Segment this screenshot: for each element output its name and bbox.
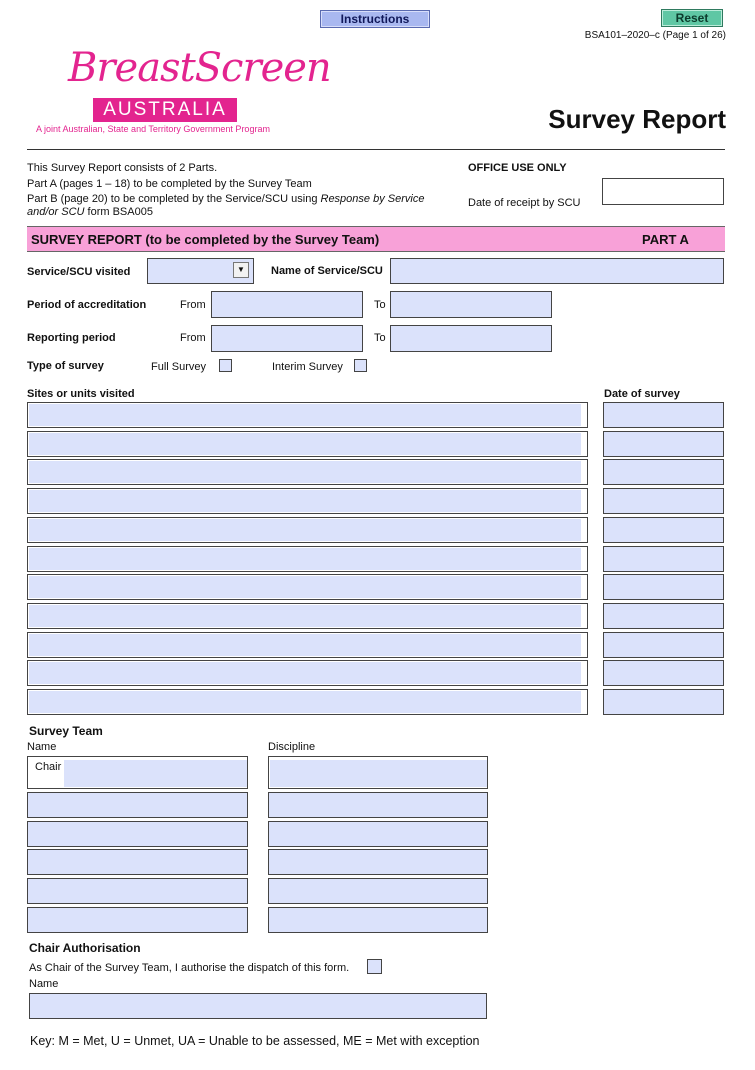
site-field[interactable]: [27, 459, 588, 485]
interim-survey-checkbox[interactable]: [354, 359, 367, 372]
part-a-section-bar: [27, 226, 725, 252]
chevron-down-icon[interactable]: ▼: [233, 262, 249, 278]
team-member-discipline-field[interactable]: [268, 907, 488, 933]
survey-date-field[interactable]: [603, 459, 724, 485]
site-input-area[interactable]: [29, 548, 581, 570]
site-input-area[interactable]: [29, 662, 581, 684]
site-input-area[interactable]: [29, 404, 581, 426]
chair-name-field[interactable]: [27, 756, 248, 789]
chair-name-input-area[interactable]: [64, 760, 247, 787]
intro-line-2: Part A (pages 1 – 18) to be completed by the Survey Team: [27, 178, 312, 190]
survey-date-field[interactable]: [603, 488, 724, 514]
team-member-discipline-field[interactable]: [268, 821, 488, 847]
survey-date-field[interactable]: [603, 574, 724, 600]
accreditation-to-label: To: [374, 299, 386, 311]
site-field[interactable]: [27, 488, 588, 514]
team-discipline-column-label: Discipline: [268, 741, 316, 753]
site-field[interactable]: [27, 632, 588, 658]
office-use-heading: OFFICE USE ONLY: [468, 162, 567, 174]
service-visited-dropdown[interactable]: [147, 258, 254, 284]
survey-date-field[interactable]: [603, 431, 724, 457]
site-field[interactable]: [27, 603, 588, 629]
team-name-column-label: Name: [27, 741, 57, 753]
authorisation-name-field[interactable]: [29, 993, 487, 1019]
team-member-name-field[interactable]: [27, 878, 248, 904]
date-of-survey-heading: Date of survey: [604, 388, 680, 400]
reporting-from-field[interactable]: [211, 325, 363, 352]
team-member-discipline-field[interactable]: [268, 878, 488, 904]
document-reference: BSA101–2020–c (Page 1 of 26): [584, 30, 726, 41]
site-field[interactable]: [27, 402, 588, 428]
full-survey-checkbox[interactable]: [219, 359, 232, 372]
site-field[interactable]: [27, 660, 588, 686]
site-field[interactable]: [27, 431, 588, 457]
breastscreen-logo: BreastScreen: [68, 45, 331, 91]
site-field[interactable]: [27, 574, 588, 600]
page-title: Survey Report: [548, 104, 726, 134]
reporting-label: Reporting period: [27, 332, 116, 344]
site-field[interactable]: [27, 689, 588, 715]
interim-survey-label: Interim Survey: [272, 361, 343, 373]
site-input-area[interactable]: [29, 519, 581, 541]
chair-label: Chair: [35, 761, 62, 773]
team-member-name-field[interactable]: [27, 907, 248, 933]
site-input-area[interactable]: [29, 691, 581, 713]
team-member-discipline-field[interactable]: [268, 849, 488, 875]
survey-date-field[interactable]: [603, 402, 724, 428]
reset-button[interactable]: Reset: [661, 9, 723, 27]
intro-line-3-italic: Response by Service: [320, 193, 425, 205]
survey-date-field[interactable]: [603, 632, 724, 658]
intro-line-4: [27, 206, 153, 218]
site-input-area[interactable]: [29, 490, 581, 512]
accreditation-label: Period of accreditation: [27, 299, 147, 311]
authorisation-statement: As Chair of the Survey Team, I authorise the dispatch of this form.: [29, 962, 350, 974]
intro-line-1: This Survey Report consists of 2 Parts.: [27, 162, 218, 174]
survey-team-heading: Survey Team: [29, 724, 103, 738]
team-member-discipline-field[interactable]: [268, 792, 488, 818]
accreditation-from-field[interactable]: [211, 291, 363, 318]
receipt-date-field[interactable]: [602, 178, 724, 205]
authorisation-name-label: Name: [29, 978, 59, 990]
site-field[interactable]: [27, 546, 588, 572]
site-input-area[interactable]: [29, 605, 581, 627]
survey-date-field[interactable]: [603, 603, 724, 629]
header-divider: [27, 149, 725, 150]
survey-date-field[interactable]: [603, 517, 724, 543]
survey-type-label: Type of survey: [27, 360, 104, 372]
full-survey-label: Full Survey: [151, 361, 207, 373]
intro-line-4-text: form BSA005: [84, 206, 153, 218]
accreditation-from-label: From: [180, 299, 206, 311]
sites-heading: Sites or units visited: [27, 388, 135, 400]
chair-discipline-input-area[interactable]: [270, 760, 487, 787]
site-input-area[interactable]: [29, 461, 581, 483]
chair-authorisation-heading: Chair Authorisation: [29, 941, 141, 955]
logo-tagline: A joint Australian, State and Territory Government Program: [36, 124, 270, 134]
service-visited-label: Service/SCU visited: [27, 266, 131, 278]
site-input-area[interactable]: [29, 433, 581, 455]
receipt-date-label: Date of receipt by SCU: [468, 197, 581, 209]
intro-line-3: [27, 193, 424, 205]
instructions-button[interactable]: Instructions: [320, 10, 430, 28]
logo-subname: AUSTRALIA: [93, 98, 237, 122]
site-input-area[interactable]: [29, 576, 581, 598]
site-input-area[interactable]: [29, 634, 581, 656]
reporting-to-label: To: [374, 332, 386, 344]
authorisation-checkbox[interactable]: [367, 959, 382, 974]
survey-date-field[interactable]: [603, 689, 724, 715]
survey-date-field[interactable]: [603, 660, 724, 686]
team-member-name-field[interactable]: [27, 792, 248, 818]
part-a-label: PART A: [642, 232, 689, 247]
key-legend: Key: M = Met, U = Unmet, UA = Unable to be assessed, ME = Met with exception: [30, 1034, 480, 1048]
service-name-label: Name of Service/SCU: [271, 265, 383, 277]
accreditation-to-field[interactable]: [390, 291, 552, 318]
site-field[interactable]: [27, 517, 588, 543]
intro-line-4-italic: and/or SCU: [27, 206, 85, 218]
survey-date-field[interactable]: [603, 546, 724, 572]
team-member-name-field[interactable]: [27, 849, 248, 875]
reporting-to-field[interactable]: [390, 325, 552, 352]
reporting-from-label: From: [180, 332, 206, 344]
intro-line-3-text: Part B (page 20) to be completed by the Service/SCU using: [27, 193, 321, 205]
team-member-name-field[interactable]: [27, 821, 248, 847]
part-a-heading: SURVEY REPORT (to be completed by the Survey Team): [31, 232, 380, 247]
service-name-field[interactable]: [390, 258, 724, 284]
chair-discipline-field[interactable]: [268, 756, 488, 789]
